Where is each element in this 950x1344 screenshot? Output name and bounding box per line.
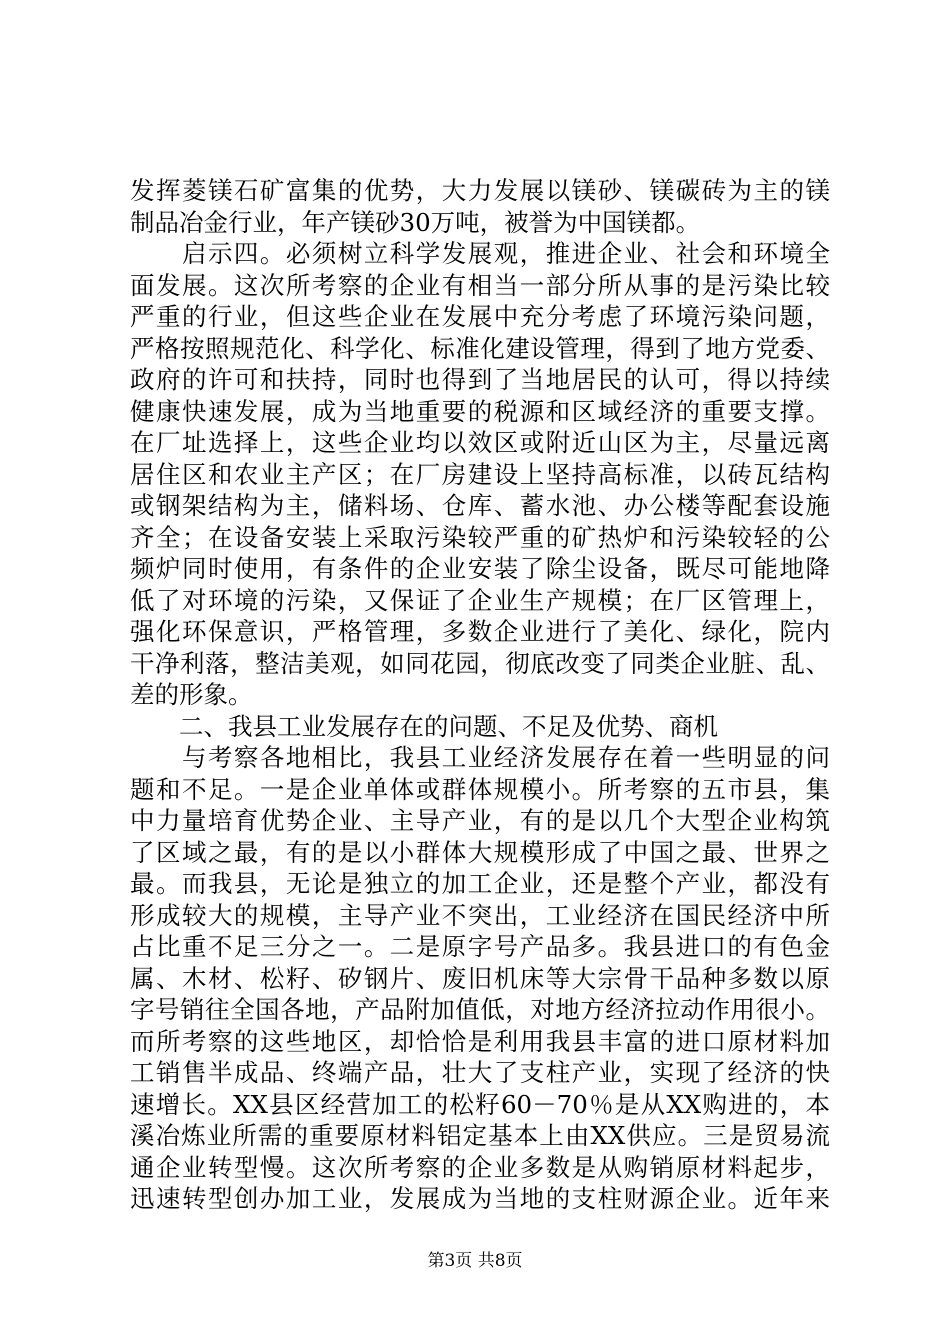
text-line: 迅速转型创办加工业，发展成为当地的支柱财源企业。近年来 <box>130 1184 830 1213</box>
text-line: 启示四。必须树立科学发展观，推进企业、社会和环境全 <box>130 239 830 268</box>
text-line: 了区域之最，有的是以小群体大规模形成了中国之最、世界之 <box>130 837 830 867</box>
text-line: 或钢架结构为主，储料场、仓库、蓄水池、办公楼等配套设施 <box>130 491 830 520</box>
text-line: 严格按照规范化、科学化、标准化建设管理，得到了地方党委、 <box>130 333 830 363</box>
page-footer: 第3页 共8页 <box>427 1251 523 1271</box>
text-line: 频炉同时使用，有条件的企业安装了除尘设备，既尽可能地降 <box>130 554 830 583</box>
text-line: 速增长。XX县区经营加工的松籽60－70％是从XX购进的，本 <box>130 1089 830 1119</box>
text-line: 最。而我县，无论是独立的加工企业，还是整个产业，都没有 <box>130 869 830 898</box>
text-line: 中力量培育优势企业、主导产业，有的是以几个大型企业构筑 <box>130 806 830 835</box>
text-line: 二、我县工业发展存在的问题、不足及优势、商机 <box>130 711 718 741</box>
text-line: 严重的行业，但这些企业在发展中充分考虑了环境污染问题， <box>130 302 830 331</box>
text-line: 政府的许可和扶持，同时也得到了当地居民的认可，得以持续 <box>130 365 830 394</box>
text-line: 题和不足。一是企业单体或群体规模小。所考察的五市县，集 <box>130 774 830 804</box>
text-line: 属、木材、松籽、矽钢片、废旧机床等大宗骨干品种多数以原 <box>130 963 830 993</box>
body-text <box>130 175 830 1215</box>
text-line: 干净利落，整洁美观，如同花园，彻底改变了同类企业脏、乱、 <box>130 648 830 678</box>
text-line: 字号销往全国各地，产品附加值低，对地方经济拉动作用很小。 <box>130 995 830 1024</box>
text-line: 居住区和农业主产区；在厂房建设上坚持高标准，以砖瓦结构 <box>130 459 830 489</box>
text-line: 工销售半成品、终端产品，壮大了支柱产业，实现了经济的快 <box>130 1058 830 1087</box>
text-line: 而所考察的这些地区，却恰恰是利用我县丰富的进口原材料加 <box>130 1026 830 1056</box>
text-line: 制品冶金行业，年产镁砂30万吨，被誉为中国镁都。 <box>130 207 701 237</box>
text-line: 溪冶炼业所需的重要原材料铝定基本上由XX供应。三是贸易流 <box>130 1121 830 1150</box>
text-line: 发挥菱镁石矿富集的优势，大力发展以镁砂、镁碳砖为主的镁 <box>130 176 830 205</box>
text-line: 占比重不足三分之一。二是原字号产品多。我县进口的有色金 <box>130 932 830 961</box>
text-line: 与考察各地相比，我县工业经济发展存在着一些明显的问 <box>130 743 830 772</box>
text-line: 通企业转型慢。这次所考察的企业多数是从购销原材料起步， <box>130 1152 830 1182</box>
text-line: 在厂址选择上，这些企业均以效区或附近山区为主，尽量远离 <box>130 428 830 457</box>
text-line: 强化环保意识，严格管理，多数企业进行了美化、绿化，院内 <box>130 617 830 646</box>
text-line: 健康快速发展，成为当地重要的税源和区域经济的重要支撑。 <box>130 396 830 426</box>
text-line: 形成较大的规模，主导产业不突出，工业经济在国民经济中所 <box>130 900 830 930</box>
text-line: 面发展。这次所考察的企业有相当一部分所从事的是污染比较 <box>130 270 830 300</box>
text-line: 差的形象。 <box>130 680 253 709</box>
text-line: 低了对环境的污染，又保证了企业生产规模；在厂区管理上， <box>130 585 830 615</box>
text-line: 齐全；在设备安装上采取污染较严重的矿热炉和污染较轻的公 <box>130 522 830 552</box>
